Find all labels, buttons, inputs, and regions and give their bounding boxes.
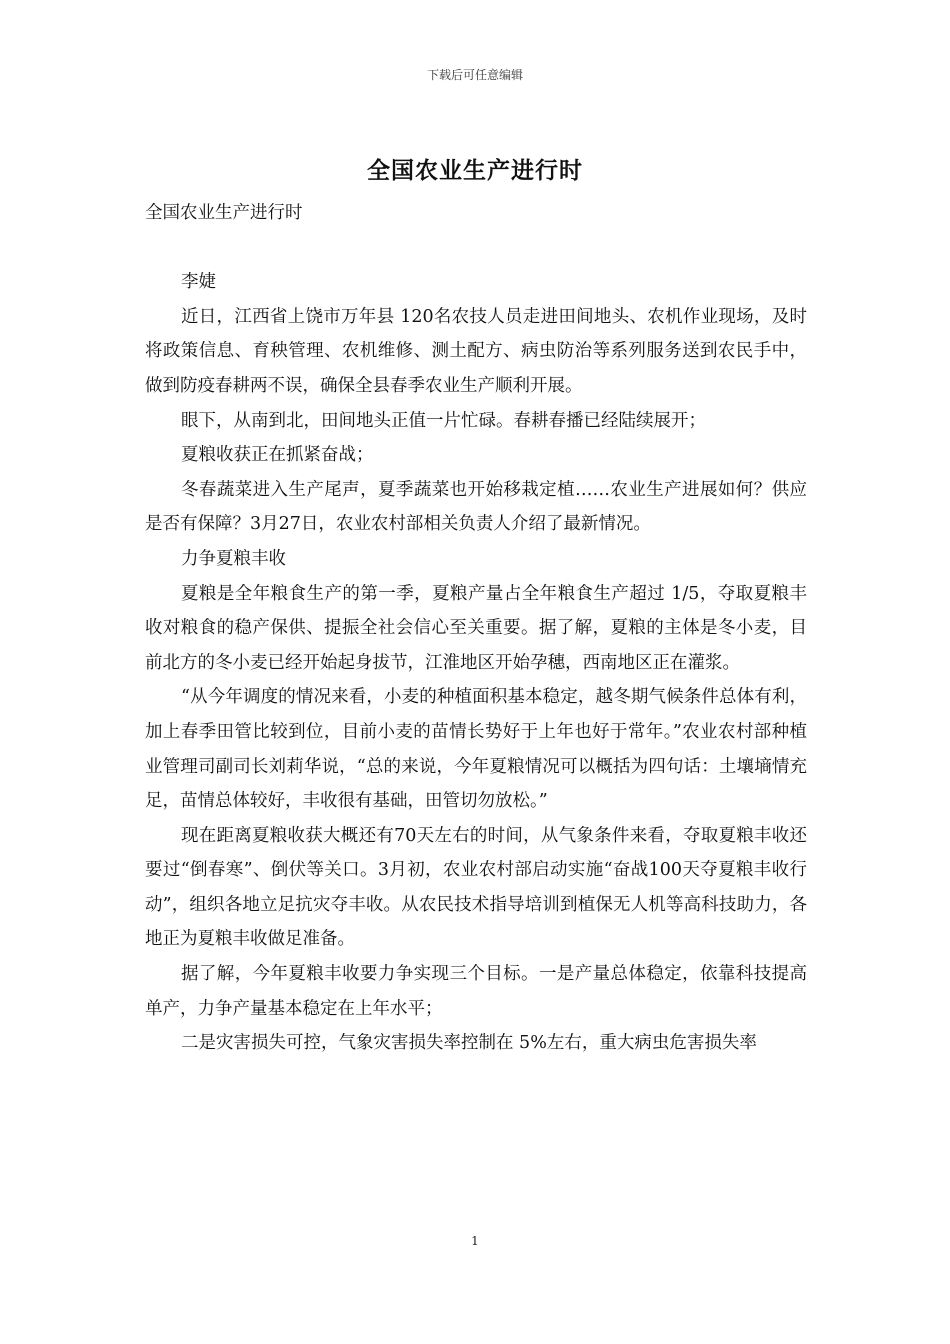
author-line: 李婕: [181, 272, 216, 293]
paragraph: 冬春蔬菜进入生产尾声，夏季蔬菜也开始移栽定植……农业生产进展如何？供应是否有保障？3月27日，农业农村部相关负责人介绍了最新情况。: [145, 479, 807, 535]
document-title: 全国农业生产进行时: [367, 158, 583, 184]
paragraph: “从今年调度的情况来看，小麦的种植面积基本稳定，越冬期气候条件总体有利，加上春季田管比较到位，目前小麦的苗情长势好于上年也好于常年。”农业农村部种植业管理司副司长刘莉华说，“总的来说，今年夏粮情况可以概括为四句话：土壤墒情充足，苗情总体较好，丰收很有基础，田管切勿放松。”: [145, 687, 807, 812]
paragraph: 夏粮收获正在抓紧奋战；: [181, 445, 374, 466]
paragraph: 近日，江西省上饶市万年县 120名农技人员走进田间地头、农机作业现场，及时将政策信息、育秧管理、农机维修、测土配方、病虫防治等系列服务送到农民手中，做到防疫春耕两不误，确保全县春季农业生产顺利开展。: [145, 306, 807, 396]
page-number: 1: [471, 1234, 479, 1248]
header-note: 下载后可任意编辑: [426, 68, 523, 82]
section-heading: 力争夏粮丰收: [181, 548, 286, 569]
paragraph: 据了解，今年夏粮丰收要力争实现三个目标。一是产量总体稳定，依靠科技提高单产，力争产量基本稳定在上年水平；: [145, 964, 807, 1019]
paragraph: 二是灾害损失可控，气象灾害损失率控制在 5%左右，重大病虫危害损失率: [181, 1033, 757, 1054]
document-body: [145, 196, 807, 1061]
subtitle-line: 全国农业生产进行时: [145, 203, 303, 223]
paragraph: 夏粮是全年粮食生产的第一季，夏粮产量占全年粮食生产超过 1/5，夺取夏粮丰收对粮食的稳产保供、提振全社会信心至关重要。据了解，夏粮的主体是冬小麦，目前北方的冬小麦已经开始起身拔节，江淮地区开始孕穗，西南地区正在灌浆。: [145, 583, 807, 673]
paragraph: 现在距离夏粮收获大概还有70天左右的时间，从气象条件来看，夺取夏粮丰收还要过“倒春寒”、倒伏等关口。3月初，农业农村部启动实施“奋战100天夺夏粮丰收行动”，组织各地立足抗灾夺丰收。从农民技术指导培训到植保无人机等高科技助力，各地正为夏粮丰收做足准备。: [145, 825, 807, 950]
paragraph: 眼下，从南到北，田间地头正值一片忙碌。春耕春播已经陆续展开；: [181, 410, 706, 431]
